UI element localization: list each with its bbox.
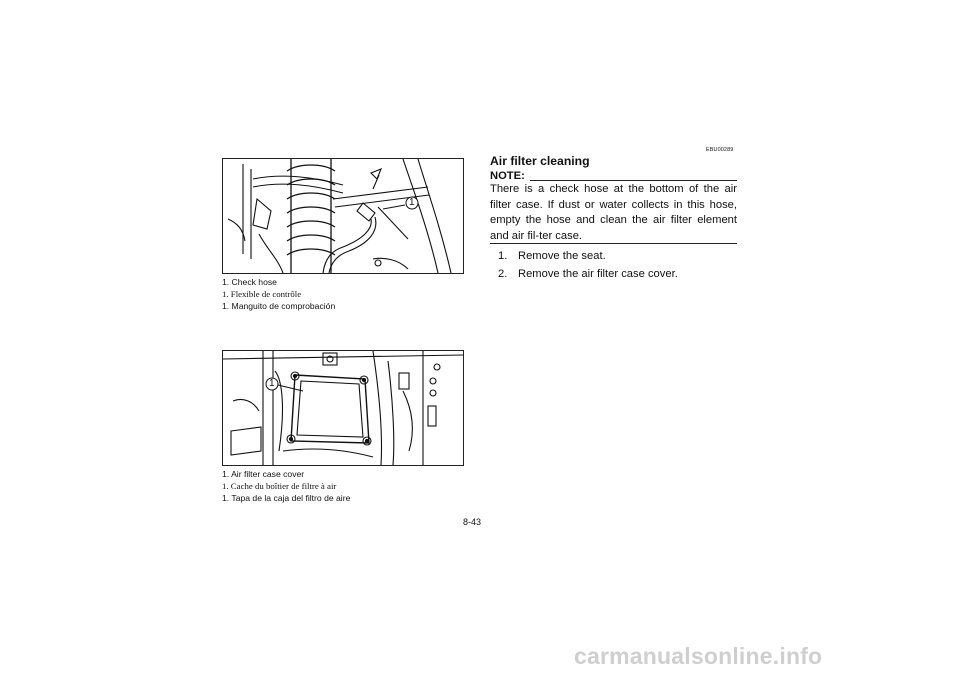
step-text: Remove the air filter case cover. <box>518 267 678 280</box>
site-watermark: carmanualsonline.info <box>574 643 823 669</box>
note-end-divider <box>490 243 737 244</box>
caption-spanish: 1. Tapa de la caja del filtro de aire <box>222 493 351 503</box>
step-number: 2. <box>498 267 508 280</box>
caption-french: 1. Cache du boîtier de filtre à air <box>222 481 337 491</box>
step-item <box>498 248 678 266</box>
callout-marker: 1 <box>409 197 415 208</box>
caption-english: 1. Check hose <box>222 277 277 287</box>
note-divider <box>530 180 737 181</box>
section-code: EBU00289 <box>706 147 734 153</box>
air-filter-cover-illustration <box>222 350 464 466</box>
section-heading: Air filter cleaning <box>490 154 590 168</box>
figure1-caption <box>222 276 335 312</box>
figure2-caption <box>222 468 350 504</box>
step-item <box>498 266 678 284</box>
step-text: Remove the seat. <box>518 250 606 262</box>
caption-english: 1. Air filter case cover <box>222 469 305 479</box>
check-hose-illustration <box>222 158 464 274</box>
note-label: NOTE: <box>490 170 525 182</box>
caption-spanish: 1. Manguito de comprobación <box>222 301 336 311</box>
caption-french: 1. Flexible de contrôle <box>222 289 302 299</box>
step-number: 1. <box>498 250 508 262</box>
note-text: There is a check hose at the bottom of the air filter case. If dust or water collects in this hose, empty the hose and clean the air filter element and air fil-ter case. <box>490 183 737 242</box>
callout-marker: 1 <box>269 378 275 389</box>
page-number: 8-43 <box>463 517 482 527</box>
procedure-steps <box>498 248 678 283</box>
